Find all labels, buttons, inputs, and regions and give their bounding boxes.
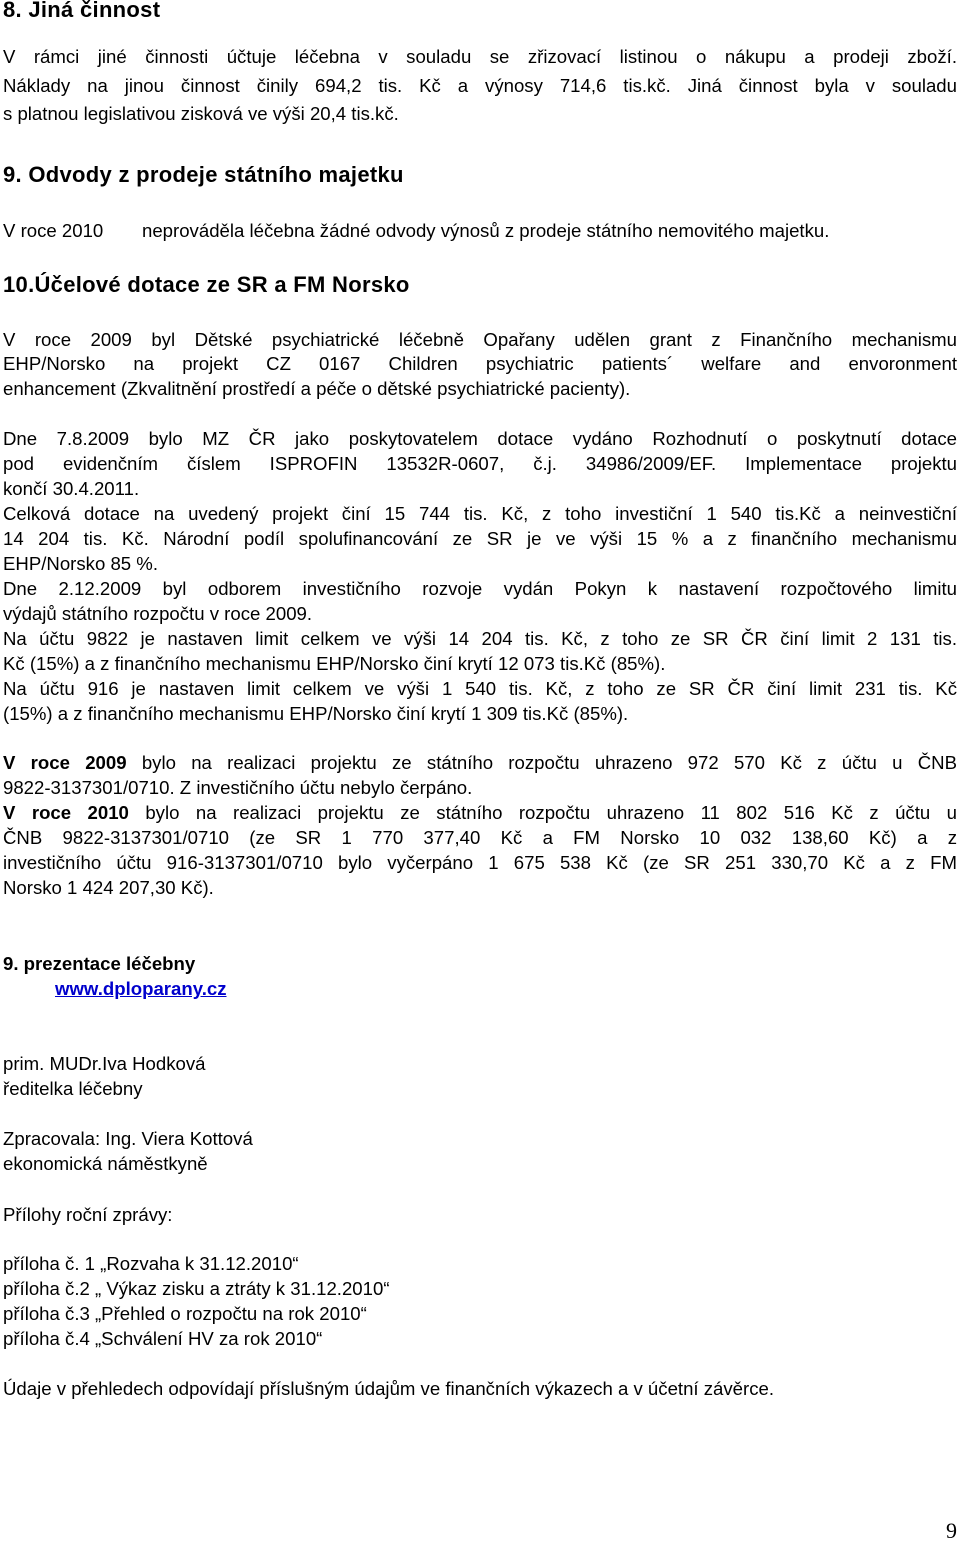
section-10-p1-line-3: enhancement (Zkvalitnění prostředí a péče o dětské psychiatrické pacienty). bbox=[3, 378, 631, 399]
attachment-item-4: příloha č.4 „Schválení HV za rok 2010“ bbox=[3, 1328, 323, 1349]
director-role: ředitelka léčebny bbox=[3, 1078, 143, 1099]
section-10-p3-line-3 bbox=[3, 801, 957, 825]
prepared-by-role: ekonomická náměstkyně bbox=[3, 1153, 208, 1174]
section-10-p2-line-9: Na účtu 9822 je nastaven limit celkem ve výši 14 204 tis. Kč, z toho ze SR ČR činí limit 2 131 tis. bbox=[3, 628, 957, 649]
section-9-line-a: V roce 2010 bbox=[3, 220, 104, 241]
section-10-heading: 10.Účelové dotace ze SR a FM Norsko bbox=[3, 272, 410, 297]
section-10-p2-line-12: (15%) a z finančního mechanismu EHP/Norsko činí krytí 1 309 tis.Kč (85%). bbox=[3, 703, 629, 724]
director-name: prim. MUDr.Iva Hodková bbox=[3, 1053, 206, 1074]
section-10-p2-line-8: výdajů státního rozpočtu v roce 2009. bbox=[3, 603, 313, 624]
section-8-line-3: s platnou legislativou zisková ve výši 20,4 tis.kč. bbox=[3, 103, 399, 124]
section-8-heading: 8. Jiná činnost bbox=[3, 0, 161, 22]
closing-statement: Údaje v přehledech odpovídají příslušným údajům ve finančních výkazech a v účetní závěrce. bbox=[3, 1378, 775, 1399]
section-10-p2-line-1: Dne 7.8.2009 bylo MZ ČR jako poskytovatelem dotace vydáno Rozhodnutí o poskytnutí dotace bbox=[3, 428, 957, 449]
section-10-p2-line-7: Dne 2.12.2009 byl odborem investičního rozvoje vydán Pokyn k nastavení rozpočtového limitu bbox=[3, 578, 957, 599]
year-2010-label: V roce 2010 bbox=[3, 802, 129, 823]
section-8-line-2: Náklady na jinou činnost činily 694,2 tis. Kč a výnosy 714,6 tis.kč. Jiná činnost byla v souladu bbox=[3, 75, 957, 96]
section-10-p2-line-11: Na účtu 916 je nastaven limit celkem ve výši 1 540 tis. Kč, z toho ze SR ČR činí limit 231 tis. Kč bbox=[3, 678, 957, 699]
section-10-p3-line-2: 9822-3137301/0710. Z investičního účtu nebylo čerpáno. bbox=[3, 777, 473, 798]
section-10-p3-line-6: Norsko 1 424 207,30 Kč). bbox=[3, 877, 214, 898]
section-10-p2-line-3: končí 30.4.2011. bbox=[3, 478, 140, 499]
section-8-line-1: V rámci jiné činnosti účtuje léčebna v souladu se zřizovací listinou o nákupu a prodeji zboží. bbox=[3, 46, 957, 67]
section-10-p2-line-5: 14 204 tis. Kč. Národní podíl spolufinancování ze SR je ve výši 15 % a z finančního mechanismu bbox=[3, 528, 957, 549]
prepared-by: Zpracovala: Ing. Viera Kottová bbox=[3, 1128, 253, 1149]
section-10-p2-line-4: Celková dotace na uvedený projekt činí 15 744 tis. Kč, z toho investiční 1 540 tis.Kč a neinvestiční bbox=[3, 503, 957, 524]
section-10-p2-line-2: pod evidenčním číslem ISPROFIN 13532R-0607, č.j. 34986/2009/EF. Implementace projektu bbox=[3, 453, 957, 474]
presentation-heading: 9. prezentace léčebny bbox=[3, 953, 196, 974]
section-9-line-b: neprováděla léčebna žádné odvody výnosů z prodeje státního nemovitého majetku. bbox=[142, 220, 830, 241]
section-10-p1-line-2: EHP/Norsko na projekt CZ 0167 Children psychiatric patients´ welfare and envoronment bbox=[3, 353, 957, 374]
section-10-p2-line-10: Kč (15%) a z finančního mechanismu EHP/Norsko činí krytí 12 073 tis.Kč (85%). bbox=[3, 653, 666, 674]
section-9-heading: 9. Odvody z prodeje státního majetku bbox=[3, 162, 404, 187]
attachments-heading: Přílohy roční zprávy: bbox=[3, 1204, 173, 1225]
section-10-p1-line-1: V roce 2009 byl Dětské psychiatrické léčebně Opařany udělen grant z Finančního mechanismu bbox=[3, 329, 957, 350]
attachment-item-2: příloha č.2 „ Výkaz zisku a ztráty k 31.12.2010“ bbox=[3, 1278, 390, 1299]
year-2009-text: bylo na realizaci projektu ze státního rozpočtu uhrazeno 972 570 Kč z účtu u ČNB bbox=[141, 752, 957, 773]
attachment-item-1: příloha č. 1 „Rozvaha k 31.12.2010“ bbox=[3, 1253, 299, 1274]
attachment-item-3: příloha č.3 „Přehled o rozpočtu na rok 2010“ bbox=[3, 1303, 367, 1324]
page-number: 9 bbox=[946, 1518, 957, 1543]
year-2010-text: bylo na realizaci projektu ze státního rozpočtu uhrazeno 11 802 516 Kč z účtu u bbox=[145, 802, 957, 823]
website-link[interactable]: www.dploparany.cz bbox=[55, 978, 227, 999]
section-10-p3-line-5: investičního účtu 916-3137301/0710 bylo vyčerpáno 1 675 538 Kč (ze SR 251 330,70 Kč a z FM bbox=[3, 852, 957, 873]
section-10-p2-line-6: EHP/Norsko 85 %. bbox=[3, 553, 159, 574]
section-10-p3-line-1 bbox=[3, 751, 957, 775]
section-10-p3-line-4: ČNB 9822-3137301/0710 (ze SR 1 770 377,40 Kč a FM Norsko 10 032 138,60 Kč) a z bbox=[3, 827, 957, 848]
year-2009-label: V roce 2009 bbox=[3, 752, 127, 773]
